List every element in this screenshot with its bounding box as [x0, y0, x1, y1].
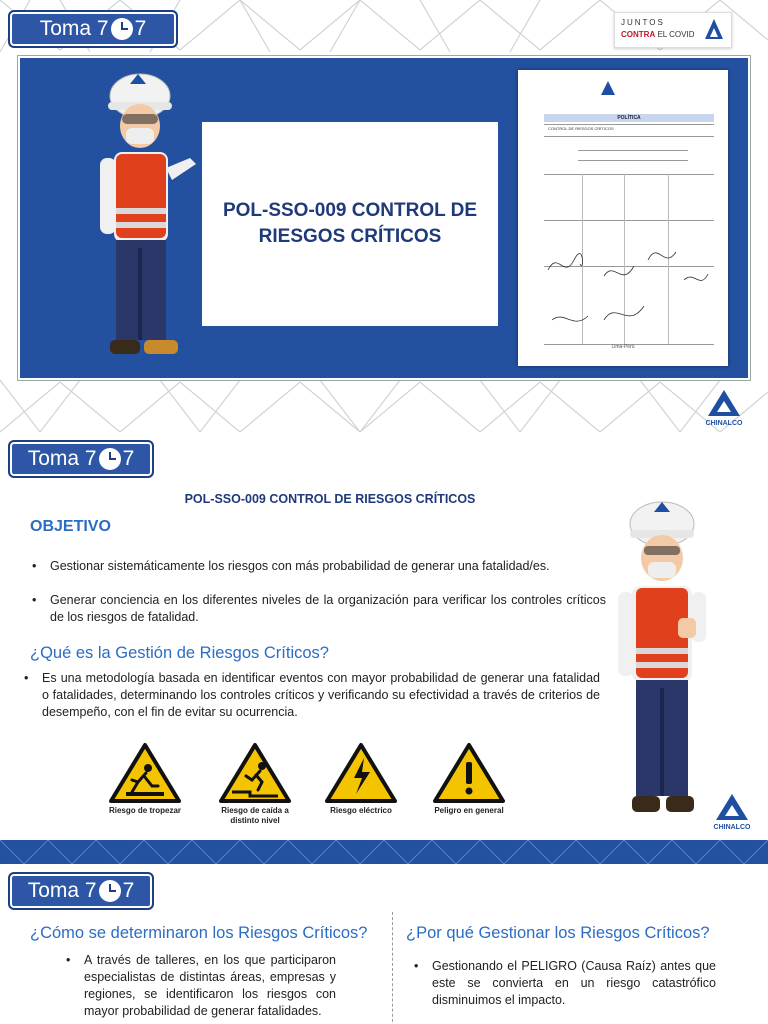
doc-rule — [578, 150, 688, 151]
toma-777-badge — [8, 10, 178, 48]
answer-bullet: • Es una metodología basada en identificar eventos con mayor probabilidad de generar una fatalidad o fatalidades, determinando los controles críticos y verificando su efectividad a través de criterios de desempeño, con el fin de evitar su ocurrencia. — [20, 670, 600, 721]
objetivo-bullet-2: • Generar conciencia en los diferentes niveles de la organización para verificar los controles críticos de los riesgos de fatalidad. — [28, 592, 606, 626]
chinalco-doc-logo-icon — [600, 80, 616, 96]
sign-tripping — [100, 742, 190, 816]
cover-title: POL-SSO-009 CONTROL DE RIESGOS CRÍTICOS — [202, 122, 498, 326]
badge-suffix: 7 — [122, 447, 135, 470]
badge-prefix: Toma 7 — [27, 879, 97, 902]
clock-icon — [111, 18, 133, 40]
strip-pattern — [0, 840, 768, 864]
sign-electric — [316, 742, 406, 816]
sign-label: Riesgo eléctrico — [330, 806, 392, 815]
slide-determinacion — [0, 864, 768, 1024]
policy-document-thumbnail — [518, 70, 728, 366]
doc-rule — [544, 174, 714, 175]
chinalco-logo-text: CHINALCO — [713, 824, 751, 831]
badge-prefix: Toma 7 — [39, 17, 109, 40]
chinalco-logo — [700, 388, 748, 427]
signature-scribbles — [544, 240, 714, 344]
doc-rule — [544, 124, 714, 125]
doc-band-politica: POLÍTICA — [544, 114, 714, 122]
tripping-hazard-icon — [108, 742, 182, 804]
chinalco-logo — [708, 792, 756, 831]
toma-777-badge — [8, 440, 154, 478]
left-bullet: • A través de talleres, en los que participaron especialistas de distintas áreas, empresas y regiones, se identificaron los riesgos con mayor probabilidad de generar fatalidades. — [62, 952, 336, 1020]
chinalco-logo-text: CHINALCO — [705, 420, 743, 427]
doc-footer: Lima-Perú — [611, 344, 635, 350]
chinalco-logo-icon — [706, 388, 742, 418]
column-divider — [392, 912, 393, 1024]
objetivo-bullet-1: • Gestionar sistemáticamente los riesgos con más probabilidad de generar una fatalidad/es. — [28, 558, 606, 575]
sign-general — [424, 742, 514, 816]
covid-el-covid: EL COVID — [655, 30, 695, 39]
badge-suffix: 7 — [134, 17, 147, 40]
toma-777-badge — [8, 872, 154, 910]
doc-rule — [544, 220, 714, 221]
covid-contra: CONTRA — [621, 30, 656, 39]
badge-suffix: 7 — [122, 879, 135, 902]
clock-icon — [99, 880, 121, 902]
juntos-contra-covid-badge — [614, 12, 732, 48]
sign-label: Riesgo de caída a distinto nivel — [221, 806, 289, 825]
doc-subtitle: CONTROL DE RIESGOS CRÍTICOS — [548, 126, 614, 131]
blue-pattern-strip — [0, 840, 768, 864]
badge-prefix: Toma 7 — [27, 447, 97, 470]
doc-rule — [578, 160, 688, 161]
section-title: POL-SSO-009 CONTROL DE RIESGOS CRÍTICOS — [184, 492, 476, 506]
sign-label: Riesgo de tropezar — [108, 806, 181, 815]
chinalco-mini-logo-icon — [703, 17, 725, 43]
right-heading: ¿Por qué Gestionar los Riesgos Críticos? — [406, 924, 710, 942]
worker-illustration — [92, 68, 202, 370]
sign-label: Peligro en general — [434, 806, 504, 815]
fall-hazard-icon — [218, 742, 292, 804]
covid-line1: JUNTOS — [621, 18, 665, 27]
objetivo-heading: OBJETIVO — [30, 518, 111, 535]
electric-hazard-icon — [324, 742, 398, 804]
general-danger-icon — [432, 742, 506, 804]
left-heading: ¿Cómo se determinaron los Riesgos Críticos? — [30, 924, 368, 942]
question-heading: ¿Qué es la Gestión de Riesgos Críticos? — [30, 644, 329, 662]
clock-icon — [99, 448, 121, 470]
sign-fall — [210, 742, 300, 826]
cover-blue-panel — [18, 56, 750, 380]
worker-thumbs-up-illustration — [612, 500, 712, 822]
right-bullet: • Gestionando el PELIGRO (Causa Raíz) antes que este se convierta en un riesgo catastrófico disminuimos el impacto. — [410, 958, 716, 1009]
slide-objetivo — [0, 432, 768, 864]
doc-rule — [544, 136, 714, 137]
chinalco-logo-icon — [714, 792, 750, 822]
slide-cover — [0, 0, 768, 432]
